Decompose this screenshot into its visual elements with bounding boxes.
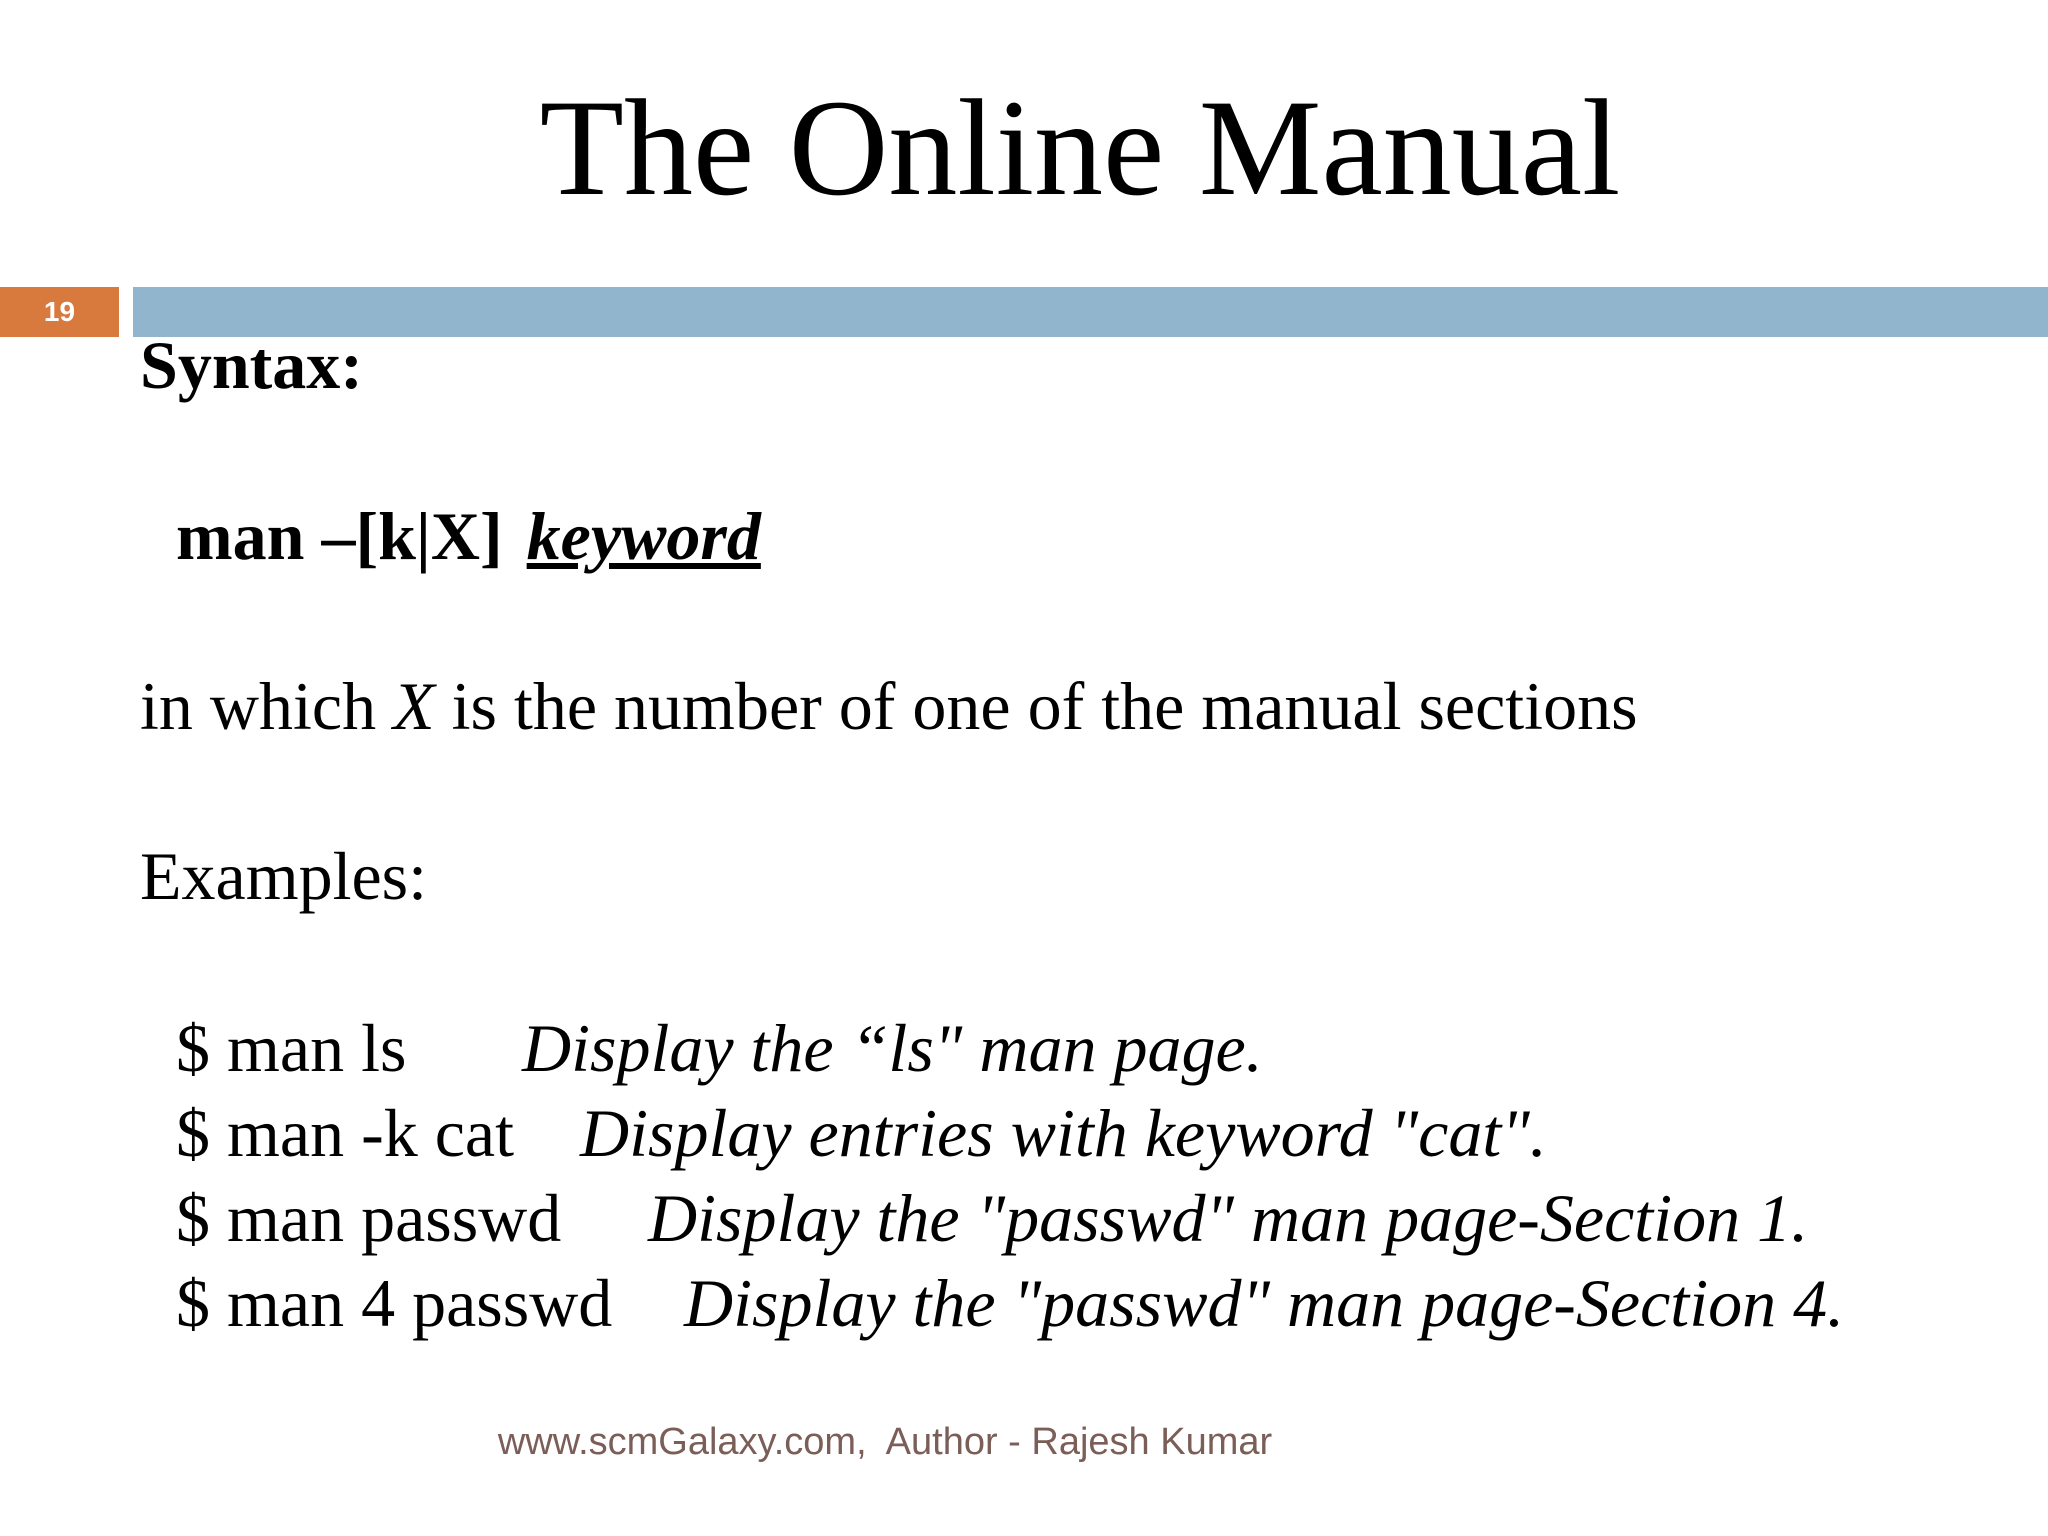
syntax-line [176,496,761,576]
example-command: $ man 4 passwd [176,1265,613,1341]
syntax-heading: Syntax: [140,327,363,403]
example-command: $ man ls [176,1010,407,1086]
syntax-keyword: keyword [526,498,761,574]
footer-credit: www.scmGalaxy.com, Author - Rajesh Kumar [497,1421,1273,1463]
description-after: is the number of one of the manual sections [434,668,1638,744]
syntax-command: man –[k|X] [176,498,503,574]
examples-heading: Examples: [140,838,428,914]
example-description: Display entries with keyword "cat". [580,1095,1547,1171]
description-before: in which [140,668,394,744]
example-command: $ man -k cat [176,1095,514,1171]
example-command: $ man passwd [176,1180,562,1256]
example-description: Display the "passwd" man page-Section 1. [648,1180,1809,1256]
example-description: Display the "passwd" man page-Section 4. [684,1265,1845,1341]
description-variable: X [393,668,435,744]
slide-title: The Online Manual [539,71,1621,224]
example-description: Display the “ls" man page. [522,1010,1263,1086]
syntax-description [140,666,1638,746]
header-divider-bar [133,287,2048,337]
slide-number-badge: 19 [0,287,119,337]
